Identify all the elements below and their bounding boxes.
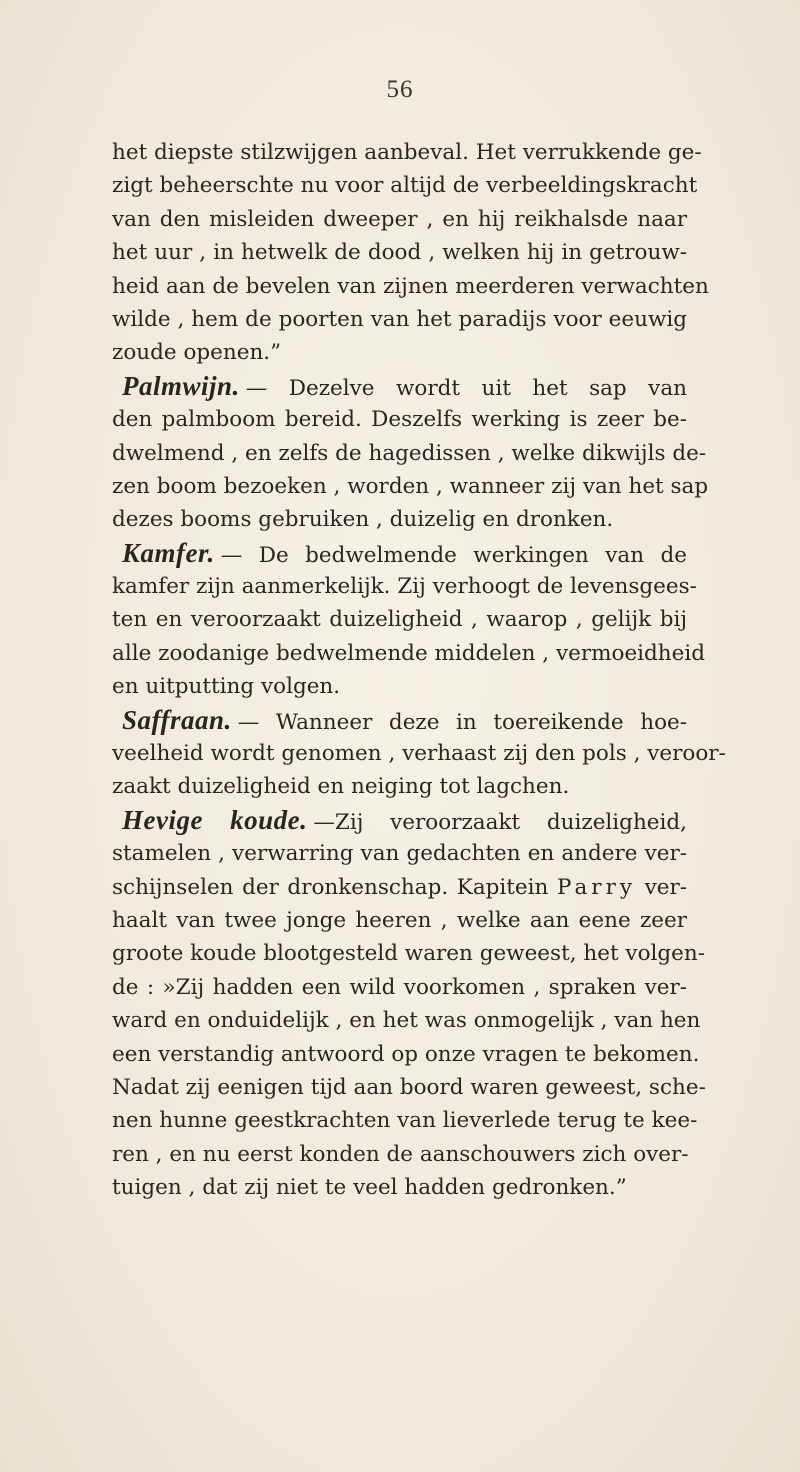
entry-line [112,537,687,570]
line-text: schijnselen der dronkenschap. Kapitein [112,874,549,900]
text-line [112,670,687,703]
line-text: ward en onduidelijk , en het was onmogelijk , van hen [112,1008,701,1034]
text-line [112,603,687,636]
text-line [112,570,697,603]
text-line [112,403,687,436]
line-text: tuigen , dat zij niet te veel hadden gedronken.” [112,1175,627,1201]
line-text: ren , en nu eerst konden de aanschouwers zich over- [112,1141,689,1167]
text-line [112,770,687,803]
line-text: ten en veroorzaakt duizeligheid , waarop , gelijk bij [112,607,687,633]
text-line [112,169,698,202]
line-text: wilde , hem de poorten van het paradijs voor eeuwig [112,306,687,332]
line-text: het diepste stilzwijgen aanbeval. Het verrukkende ge- [112,140,702,165]
entry-line [112,370,687,403]
line-text: en uitputting volgen. [112,674,341,700]
entry-heading: Hevige koude. [122,804,308,835]
line-text: — De bedwelmende werkingen van de [220,542,687,568]
line-text: ver- [644,874,687,900]
line-text: heid aan de bevelen van zijnen meerderen verwachten [112,273,709,299]
entry-heading: Saffraan. [122,704,232,735]
line-text: de : »Zij hadden een wild voorkomen , spraken ver- [112,974,687,1000]
spaced-name: Parry [556,874,636,900]
line-text: den palmboom bereid. Deszelfs werking is zeer be- [112,407,687,433]
text-line [112,203,687,236]
line-text: zigt beheerschte nu voor altijd de verbeeldingskracht [112,173,698,199]
text-line [112,971,687,1004]
entry-line [112,804,687,837]
text-line [112,1004,701,1037]
text-line [112,336,687,369]
entry-heading: Palmwijn. [122,370,240,401]
line-text: dwelmend , en zelfs de hagedissen , welke dikwijls de- [112,440,707,466]
text-line [112,270,709,303]
line-text: het uur , in hetwelk de dood , welken hij in getrouw- [112,240,687,266]
text-line [112,1038,700,1071]
line-text: zaakt duizeligheid en neiging tot lagchen. [112,774,570,800]
line-text: zen boom bezoeken , worden , wanneer zij van het sap [112,473,709,499]
line-text: dezes booms gebruiken , duizelig en dronken. [112,507,614,533]
text-line [112,470,709,503]
entry-heading: Kamfer. [122,537,215,568]
line-text: — Dezelve wordt uit het sap van [245,375,687,401]
line-text: kamfer zijn aanmerkelijk. Zij verhoogt de levensgees- [112,574,697,600]
line-text: haalt van twee jonge heeren , welke aan eene zeer [112,907,687,933]
text-line [112,904,687,937]
line-text: veelheid wordt genomen , verhaast zij den pols , veroor- [112,741,726,767]
page-number: 56 [386,76,414,103]
text-line [112,236,687,269]
text-line [112,1104,698,1137]
line-text: groote koude blootgesteld waren geweest, het volgen- [112,941,705,967]
body-text [112,136,726,1205]
text-line [112,637,706,670]
line-text: zoude openen.” [112,340,282,366]
line-text: stamelen , verwarring van gedachten en andere ver- [112,841,687,867]
line-text: alle zoodanige bedwelmende middelen , vermoeidheid [112,640,706,666]
text-line [112,1171,687,1204]
line-text: Nadat zij eenigen tijd aan boord waren geweest, sche- [112,1074,706,1100]
text-line [112,737,726,770]
text-line [112,937,705,970]
text-line [112,871,687,904]
line-text: —Zij veroorzaakt duizeligheid, [313,809,687,835]
text-line [112,1071,706,1104]
text-line [112,1138,687,1171]
entry-line [112,704,687,737]
text-line [112,503,687,536]
text-line [112,303,687,336]
line-text: nen hunne geestkrachten van lieverlede terug te kee- [112,1108,698,1134]
line-text: een verstandig antwoord op onze vragen te bekomen. [112,1041,700,1067]
text-line [112,437,707,470]
text-line [112,136,702,169]
line-text: — Wanneer deze in toereikende hoe- [237,709,687,735]
line-text: van den misleiden dweeper , en hij reikhalsde naar [112,206,687,232]
text-line [112,837,687,870]
